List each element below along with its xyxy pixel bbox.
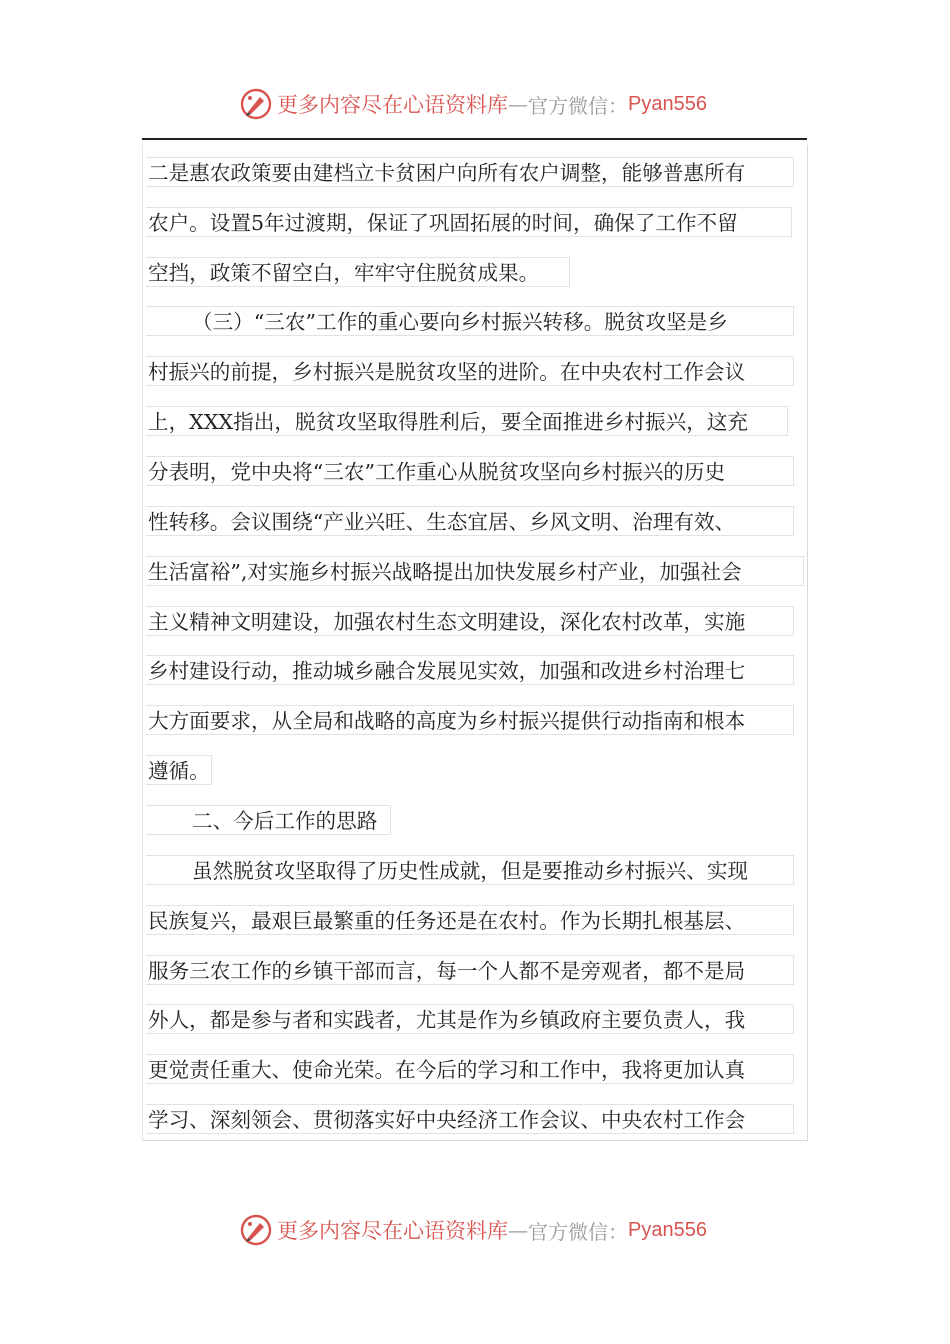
text-line: 主义精神文明建设，加强农村生态文明建设，深化农村改革，实施 xyxy=(146,606,794,636)
text-line: 外人，都是参与者和实践者，尤其是作为乡镇政府主要负责人，我 xyxy=(146,1004,794,1034)
text-line: 村振兴的前提，乡村振兴是脱贫攻坚的进阶。在中央农村工作会议 xyxy=(146,356,794,386)
text-line: 生活富裕”,对实施乡村振兴战略提出加快发展乡村产业，加强社会 xyxy=(146,556,804,586)
text-line: 空挡，政策不留空白，牢牢守住脱贫成果。 xyxy=(146,257,570,287)
header-divider xyxy=(142,138,807,140)
text-line: 农户。设置5年过渡期，保证了巩固拓展的时间，确保了工作不留 xyxy=(146,207,792,237)
banner-separator: — xyxy=(508,1218,529,1242)
section-heading: 二、今后工作的思路 xyxy=(146,805,391,835)
text-line: 更觉责任重大、使命光荣。在今后的学习和工作中，我将更加认真 xyxy=(146,1054,794,1084)
document-body xyxy=(142,145,808,1141)
text-line: 遵循。 xyxy=(146,755,212,785)
banner-wechat-label: 官方微信： xyxy=(528,1219,629,1244)
text-line: 上，XXX指出，脱贫攻坚取得胜利后，要全面推进乡村振兴，这充 xyxy=(146,406,788,436)
text-line: 民族复兴，最艰巨最繁重的任务还是在农村。作为长期扎根基层、 xyxy=(146,905,794,935)
pen-nib-logo-icon xyxy=(239,1213,273,1247)
pen-nib-logo-icon xyxy=(239,87,273,121)
banner-wechat-id: Pyan556 xyxy=(628,1218,707,1241)
header-banner-content xyxy=(239,87,707,121)
text-line: 分表明，党中央将“三农”工作重心从脱贫攻坚向乡村振兴的历史 xyxy=(146,456,794,486)
text-line: （三）“三农”工作的重心要向乡村振兴转移。脱贫攻坚是乡 xyxy=(146,306,794,336)
text-line: 大方面要求，从全局和战略的高度为乡村振兴提供行动指南和根本 xyxy=(146,705,794,735)
banner-site-name: 更多内容尽在心语资料库 xyxy=(277,93,509,117)
banner-separator: — xyxy=(508,92,529,116)
banner-wechat-id: Pyan556 xyxy=(628,92,707,115)
text-line: 二是惠农政策要由建档立卡贫困户向所有农户调整，能够普惠所有 xyxy=(146,157,794,187)
text-line: 服务三农工作的乡镇干部而言，每一个人都不是旁观者，都不是局 xyxy=(146,955,794,985)
text-line: 虽然脱贫攻坚取得了历史性成就，但是要推动乡村振兴、实现 xyxy=(146,855,794,885)
footer-banner xyxy=(0,1210,950,1250)
footer-banner-content xyxy=(239,1213,707,1247)
text-line: 性转移。会议围绕“产业兴旺、生态宜居、乡风文明、治理有效、 xyxy=(146,506,794,536)
banner-wechat-label: 官方微信： xyxy=(528,93,629,118)
header-banner xyxy=(0,84,950,124)
banner-site-name: 更多内容尽在心语资料库 xyxy=(277,1219,509,1243)
text-line: 学习、深刻领会、贯彻落实好中央经济工作会议、中央农村工作会 xyxy=(146,1104,794,1134)
text-line: 乡村建设行动，推动城乡融合发展见实效，加强和改进乡村治理七 xyxy=(146,655,794,685)
